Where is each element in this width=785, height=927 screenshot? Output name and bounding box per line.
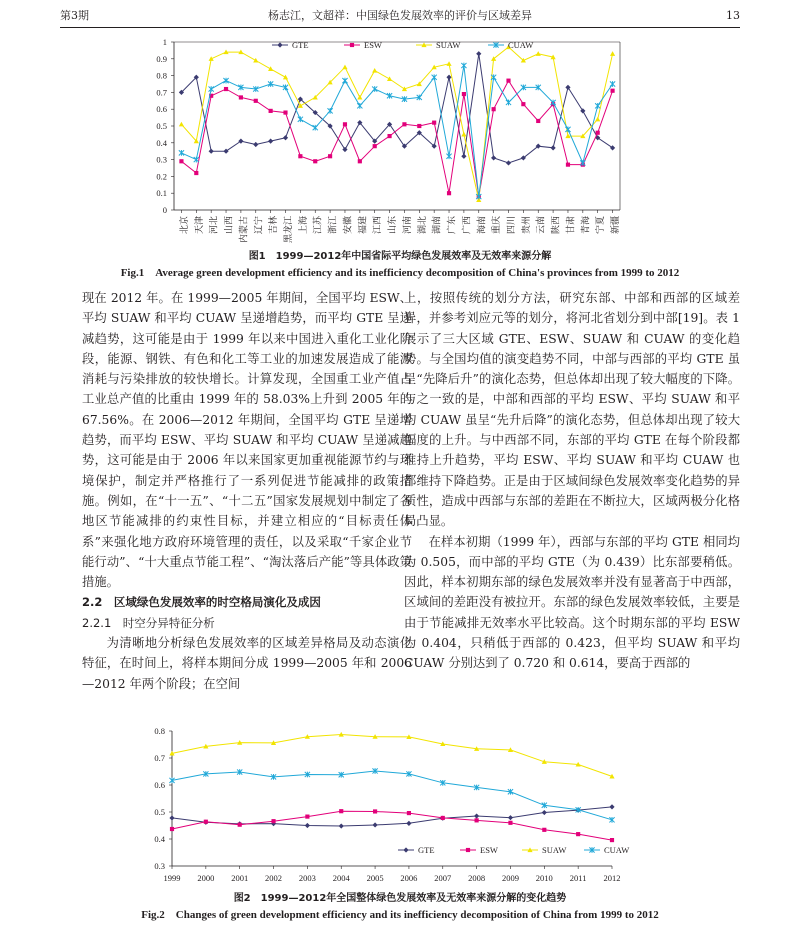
- data-point: [446, 75, 451, 80]
- data-point: [238, 139, 243, 144]
- data-point: [508, 747, 513, 752]
- figure-1-caption-en: Fig.1 Average green development efficiency and its inefficiency decomposition of China's provinces from 1999 to 2012: [120, 267, 680, 279]
- data-point: [492, 107, 496, 111]
- y-tick-label: 0.3: [156, 154, 167, 165]
- x-tick-label: 1999: [163, 873, 181, 883]
- x-tick-label: 宁夏: [596, 216, 607, 235]
- x-tick-label: 2009: [501, 873, 519, 883]
- data-point: [254, 99, 258, 103]
- data-point: [194, 157, 199, 163]
- x-tick-label: 河北: [209, 216, 220, 235]
- x-tick-label: 2007: [434, 873, 452, 883]
- x-tick-label: 上海: [298, 216, 309, 235]
- x-tick-label: 安徽: [343, 216, 354, 235]
- data-point: [350, 43, 354, 47]
- data-point: [403, 847, 408, 852]
- legend-label-suaw: SUAW: [542, 845, 567, 855]
- data-point: [277, 42, 282, 47]
- x-tick-label: 陕西: [551, 216, 562, 235]
- series-line-suaw: [181, 47, 612, 200]
- data-point: [461, 132, 466, 137]
- data-point: [328, 154, 332, 158]
- x-tick-label: 广西: [462, 216, 473, 235]
- y-tick-label: 0.5: [156, 121, 167, 131]
- x-tick-label: 山东: [388, 216, 399, 235]
- series-line-esw: [172, 811, 612, 840]
- data-point: [476, 51, 481, 56]
- data-point: [506, 79, 510, 83]
- y-tick-label: 0.2: [156, 171, 167, 182]
- data-point: [253, 58, 258, 63]
- series-line-esw: [181, 81, 612, 197]
- legend-label-esw: ESW: [480, 845, 498, 855]
- data-point: [223, 78, 228, 84]
- data-point: [387, 134, 391, 138]
- y-tick-label: 0.7: [154, 753, 165, 763]
- data-point: [373, 144, 377, 148]
- x-tick-label: 2011: [569, 873, 587, 883]
- data-point: [565, 85, 570, 90]
- data-point: [542, 828, 546, 832]
- y-tick-label: 0.8: [156, 70, 167, 81]
- data-point: [610, 838, 614, 842]
- right-text-column: [404, 288, 740, 674]
- data-point: [551, 145, 556, 150]
- data-point: [305, 823, 310, 828]
- data-point: [542, 810, 547, 815]
- data-point: [271, 740, 276, 745]
- series-line-gte: [181, 54, 612, 163]
- figure-2-caption-en: Fig.2 Changes of green development efficiency and its inefficiency decomposition of China from 1999 to 2012: [141, 909, 659, 921]
- data-point: [342, 65, 347, 70]
- data-point: [609, 817, 614, 823]
- data-point: [305, 772, 310, 778]
- y-tick-label: 0.1: [156, 188, 167, 199]
- y-tick-label: 1: [162, 37, 167, 47]
- series-line-gte: [172, 807, 612, 826]
- data-point: [224, 87, 228, 91]
- data-point: [339, 809, 343, 813]
- x-tick-label: 甘肃: [566, 216, 577, 235]
- data-point: [238, 823, 242, 827]
- data-point: [271, 819, 275, 823]
- data-point: [432, 74, 437, 80]
- paragraph: 在样本初期（1999 年），西部与东部的平均 GTE 相同均为 0.505，而中部的平均 GTE（为 0.439）比东部要稍低。因此，样本初期东部的绿色发展效率并没有显著高于中西部，区域间的差距没有被拉开。东部的绿色发展效率较低，主要是由于节能减排无效率水平比较高。这个时期东部的平均 ESW 为 0.404，只稍低于西部的 0.423，但平均 SUAW 和平均 CUAW 分别达到了 0.720 和 0.614，要高于西部的: [404, 534, 740, 671]
- data-point: [506, 160, 511, 165]
- data-point: [506, 100, 511, 106]
- left-text-column: [82, 288, 412, 694]
- data-point: [474, 746, 479, 751]
- x-tick-label: 2000: [197, 873, 215, 883]
- data-point: [372, 86, 377, 92]
- x-tick-label: 青海: [581, 216, 592, 235]
- legend-label-esw: ESW: [364, 40, 382, 50]
- issue-number: 第3期: [60, 9, 89, 22]
- data-point: [508, 789, 513, 795]
- data-point: [237, 740, 242, 745]
- data-point: [358, 159, 362, 163]
- x-tick-label: 2008: [468, 873, 486, 883]
- data-point: [203, 820, 208, 825]
- data-point: [179, 150, 184, 156]
- data-point: [536, 119, 540, 123]
- series-line-cuaw: [172, 771, 612, 820]
- x-tick-label: 黑龙江: [284, 216, 294, 244]
- data-point: [298, 116, 303, 122]
- data-point: [170, 827, 174, 831]
- data-point: [491, 155, 496, 160]
- data-point: [609, 804, 614, 809]
- page-number: 13: [726, 9, 740, 22]
- y-tick-label: 0.4: [156, 137, 167, 148]
- data-point: [446, 61, 451, 66]
- data-point: [239, 95, 243, 99]
- legend-label-gte: GTE: [418, 845, 435, 855]
- data-point: [542, 802, 547, 808]
- figure-2-caption-cn: 图2 1999—2012年全国整体绿色发展效率及无效率来源分解的变化趋势: [233, 893, 567, 904]
- data-point: [610, 89, 614, 93]
- data-point: [461, 154, 466, 159]
- x-tick-label: 湖北: [417, 216, 428, 235]
- data-point: [466, 848, 470, 852]
- x-tick-label: 广东: [447, 216, 458, 235]
- x-tick-label: 江西: [373, 216, 384, 235]
- data-point: [447, 191, 451, 195]
- x-tick-label: 重庆: [492, 216, 503, 235]
- data-point: [406, 821, 411, 826]
- data-point: [271, 774, 276, 780]
- x-tick-label: 天津: [194, 216, 205, 235]
- data-point: [339, 823, 344, 828]
- legend-label-cuaw: CUAW: [508, 40, 534, 50]
- data-point: [610, 51, 615, 56]
- x-tick-label: 河南: [402, 216, 413, 235]
- x-tick-label: 2003: [298, 873, 316, 883]
- data-point: [432, 121, 436, 125]
- data-point: [508, 815, 513, 820]
- paragraph: 上，按照传统的划分方法，研究东部、中部和西部的区域差异，并参考刘应元等的划分，将河北省划分到中部[19]。表 1 展示了三大区域 GTE、ESW、SUAW 和 CUAW 的变化趋势。与全国均值的演变趋势不同，中部与西部的平均 GTE 虽呈“先降后升”的演化态势，但总体却出现了较大幅度的下降。与之一致的是，中部和西部的平均 ESW、平均 SUAW 和平均 CUAW 虽呈“先升后降”的演化态势，但总体却出现了较大幅度的上升。与中西部不同，东部的平均 GTE 在每个阶段都维持上升趋势，平均 ESW、平均 SUAW 和平均 CUAW 也都维持下降趋势。正是由于区域间绿色发展效率变化趋势的异质性，造成中西部与东部的差距在不断拉大，区域两极分化格局凸显。: [404, 291, 740, 529]
- data-point: [169, 815, 174, 820]
- data-point: [305, 734, 310, 739]
- x-tick-label: 2001: [231, 873, 249, 883]
- y-tick-label: 0: [162, 205, 167, 215]
- data-point: [440, 816, 445, 821]
- data-point: [610, 81, 615, 87]
- series-line-cuaw: [181, 66, 612, 197]
- data-point: [580, 108, 585, 113]
- data-point: [203, 771, 208, 777]
- y-tick-label: 0.6: [154, 780, 165, 790]
- data-point: [595, 103, 600, 109]
- figure-1-chart: [0, 0, 785, 250]
- data-point: [441, 816, 445, 820]
- data-point: [474, 785, 479, 791]
- data-point: [402, 122, 406, 126]
- data-point: [298, 154, 302, 158]
- x-tick-label: 2010: [535, 873, 553, 883]
- x-tick-label: 2002: [265, 873, 283, 883]
- x-tick-label: 新疆: [611, 216, 622, 235]
- data-point: [387, 76, 392, 81]
- legend-label-cuaw: CUAW: [604, 845, 630, 855]
- y-tick-label: 0.6: [156, 104, 167, 115]
- data-point: [357, 103, 362, 109]
- data-point: [589, 847, 594, 853]
- x-tick-label: 浙江: [328, 216, 339, 235]
- data-point: [417, 124, 421, 128]
- data-point: [342, 78, 347, 84]
- data-point: [440, 741, 445, 746]
- data-point: [407, 811, 411, 815]
- y-tick-label: 0.9: [156, 53, 167, 64]
- data-point: [372, 768, 377, 774]
- data-point: [576, 807, 581, 813]
- data-point: [339, 732, 344, 737]
- data-point: [179, 159, 183, 163]
- data-point: [194, 171, 198, 175]
- data-point: [475, 818, 479, 822]
- data-point: [446, 153, 451, 159]
- data-point: [527, 847, 532, 852]
- data-point: [462, 92, 466, 96]
- x-tick-label: 2005: [366, 873, 384, 883]
- data-point: [566, 163, 570, 167]
- x-tick-label: 2006: [400, 873, 418, 883]
- data-point: [372, 68, 377, 73]
- data-point: [576, 832, 580, 836]
- x-tick-label: 2004: [332, 873, 350, 883]
- data-point: [406, 734, 411, 739]
- x-tick-label: 吉林: [269, 216, 280, 235]
- data-point: [268, 139, 273, 144]
- data-point: [313, 159, 317, 163]
- data-point: [372, 822, 377, 827]
- data-point: [406, 771, 411, 777]
- data-point: [372, 734, 377, 739]
- x-tick-label: 2012: [603, 873, 621, 883]
- subsection-heading: 2.2.1 时空分异特征分析: [82, 615, 215, 630]
- y-tick-label: 0.4: [154, 834, 165, 844]
- data-point: [339, 772, 344, 778]
- data-point: [203, 744, 208, 749]
- data-point: [521, 102, 525, 106]
- section-heading: 2.2 区域绿色发展效率的时空格局演化及成因: [82, 595, 321, 610]
- data-point: [357, 95, 362, 100]
- data-point: [440, 780, 445, 786]
- data-point: [269, 109, 273, 113]
- data-point: [268, 66, 273, 71]
- data-point: [253, 142, 258, 147]
- x-tick-label: 内蒙古: [239, 216, 250, 244]
- data-point: [536, 51, 541, 56]
- y-tick-label: 0.7: [156, 87, 167, 98]
- data-point: [576, 808, 581, 813]
- data-point: [461, 63, 466, 69]
- x-tick-label: 四川: [507, 216, 517, 235]
- data-point: [305, 815, 309, 819]
- data-point: [542, 759, 547, 764]
- x-tick-label: 海南: [477, 216, 488, 235]
- x-tick-label: 贵州: [521, 216, 532, 235]
- data-point: [576, 762, 581, 767]
- x-tick-label: 辽宁: [254, 216, 265, 235]
- x-tick-label: 江苏: [313, 216, 324, 235]
- data-point: [373, 809, 377, 813]
- data-point: [169, 751, 174, 756]
- data-point: [209, 86, 214, 92]
- paragraph: 现在 2012 年。在 1999—2005 年期间，全国平均 ESW、平均 SUAW 和平均 CUAW 呈递增趋势，而平均 GTE 呈递减趋势，这可能是由于 1999 年以来中国进入重化工业化阶段，能源、钢铁、有色和化工等工业的加速发展造成了能源消耗与污染排放的较快增长。计算发现，全国重工业产值占工业总产值的比重由 1999 年的 58.03%上升到 2005 年的 67.56%。在 2006—2012 年期间，全国平均 GTE 呈递增趋势，而平均 ESW、平均 SUAW 和平均 CUAW 呈递减趋势，这可能是由于 2006 年以来国家更加重视能源节约与环境保护，制定并严格推行了一系列促进节能减排的政策措施。例如，在“十一五”、“十二五”国家发展规划中制定了各地区节能减排的约束性目标，并建立相应的“目标责任体系”来强化地方政府环境管理的责任，以及采取“千家企业节能行动”、“十大重点节能工程”、“淘汰落后产能”等具体政策措施。: [82, 291, 412, 590]
- data-point: [179, 122, 184, 127]
- data-point: [204, 820, 208, 824]
- y-tick-label: 0.8: [154, 726, 165, 736]
- data-point: [343, 122, 347, 126]
- data-point: [342, 147, 347, 152]
- x-tick-label: 云南: [536, 216, 547, 235]
- data-point: [609, 774, 614, 779]
- running-title: 杨志江，文超祥：中国绿色发展效率的评价与区域差异: [268, 9, 532, 22]
- data-point: [237, 769, 242, 775]
- x-tick-label: 湖南: [432, 216, 443, 235]
- legend-label-suaw: SUAW: [436, 40, 461, 50]
- data-point: [565, 127, 570, 133]
- data-point: [169, 778, 174, 784]
- data-point: [271, 821, 276, 826]
- x-tick-label: 北京: [179, 216, 190, 235]
- y-tick-label: 0.3: [154, 861, 165, 871]
- data-point: [209, 149, 214, 154]
- data-point: [328, 108, 333, 114]
- series-line-suaw: [172, 735, 612, 777]
- data-point: [474, 813, 479, 818]
- x-tick-label: 福建: [358, 216, 369, 235]
- data-point: [237, 821, 242, 826]
- data-point: [508, 821, 512, 825]
- x-tick-label: 山西: [224, 216, 235, 235]
- data-point: [596, 131, 600, 135]
- data-point: [283, 75, 288, 80]
- y-tick-label: 0.5: [154, 807, 165, 817]
- data-point: [313, 125, 318, 131]
- data-point: [283, 110, 287, 114]
- data-point: [595, 117, 600, 122]
- paragraph: 为清晰地分析绿色发展效率的区域差异格局及动态演化特征，在时间上，将样本期间分成 1999—2005 年和 2006—2012 年两个阶段；在空间: [82, 636, 412, 691]
- figure-1-caption-cn: 图1 1999—2012年中国省际平均绿色发展效率及无效率来源分解: [248, 251, 552, 262]
- data-point: [283, 135, 288, 140]
- legend-label-gte: GTE: [292, 40, 309, 50]
